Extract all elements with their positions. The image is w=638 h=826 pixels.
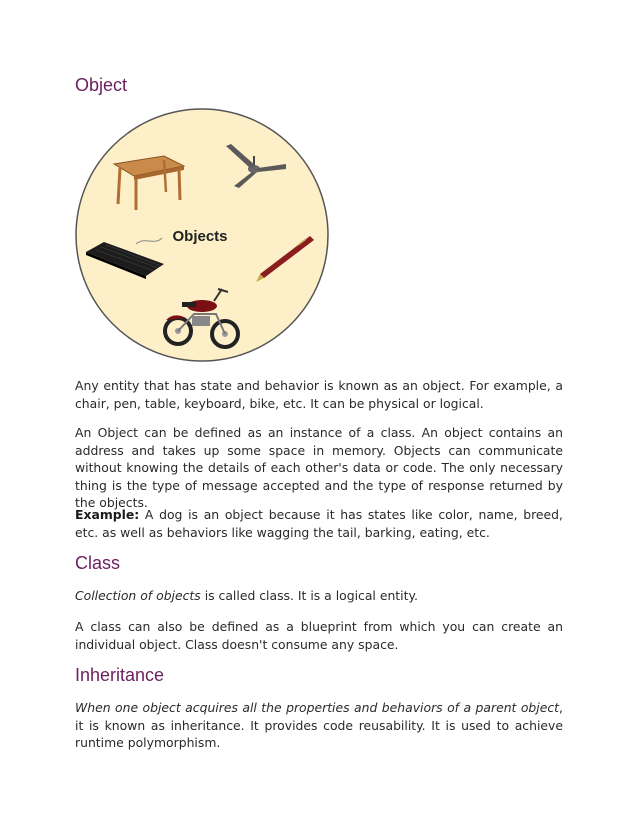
example-text: A dog is an object because it has states like color, name, breed, etc. as well as behaviors like wagging the tail, barking, eating, etc. (75, 507, 563, 540)
inheritance-italic-term: When one object acquires all the properties and behaviors of a parent object (75, 700, 560, 715)
heading-inheritance: Inheritance (75, 665, 165, 685)
figure-center-label: Objects (172, 228, 228, 245)
example-label: Example: (75, 507, 140, 522)
object-instance-paragraph: An Object can be defined as an instance of a class. An object contains an address and takes up some space in memory. Objects can communicate without knowing the details of each other's data or code. The only necessary thing is the type of message accepted and the type of response returned by the objects. (75, 425, 563, 511)
class-blueprint-paragraph: A class can also be defined as a blueprint from which you can create an individual object. Class doesn't consume any space. (75, 619, 563, 652)
object-definition-paragraph: Any entity that has state and behavior is known as an object. For example, a chair, pen, table, keyboard, bike, etc. It can be physical or logical. (75, 378, 563, 411)
objects-figure (74, 106, 330, 364)
class-definition-paragraph (75, 587, 563, 605)
inheritance-rest: , it is known as inheritance. It provides code reusability. It is used to achieve runtime polymorphism. (75, 700, 563, 751)
heading-object: Object (75, 75, 128, 95)
inheritance-paragraph (75, 699, 563, 752)
object-example-paragraph (75, 506, 563, 541)
class-italic-term: Collection of objects (75, 588, 201, 603)
heading-class: Class (75, 553, 121, 573)
class-definition-rest: is called class. It is a logical entity. (200, 588, 418, 603)
